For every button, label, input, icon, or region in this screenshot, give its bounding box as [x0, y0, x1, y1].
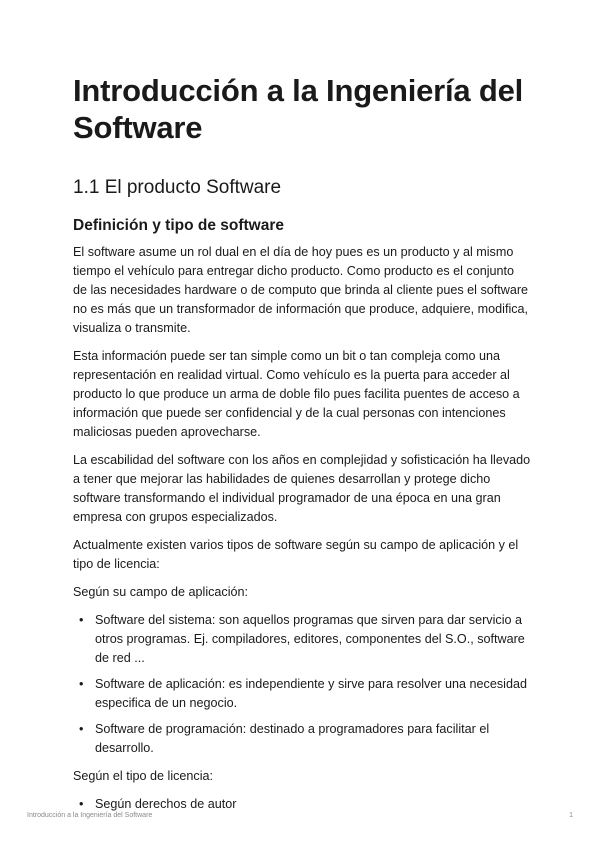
list-item-text: Software de programación: destinado a programadores para facilitar el desarrollo.: [95, 722, 490, 755]
bullet-icon: •: [79, 797, 84, 811]
bullet-icon: •: [79, 677, 84, 691]
paragraph: Según el tipo de licencia:: [73, 769, 214, 783]
footer-title: Introducción a la Ingeniería del Software: [27, 812, 153, 819]
document-body: [73, 72, 531, 823]
bullet-icon: •: [79, 613, 84, 627]
subsection-heading: Definición y tipo de software: [73, 217, 284, 234]
list-item-text: Software del sistema: son aquellos programas que sirven para dar servicio a otros programas. Ej. compiladores, editores, componentes del S.O., software de red ...: [95, 613, 525, 665]
application-type-list: [73, 611, 531, 758]
paragraph: El software asume un rol dual en el día de hoy pues es un producto y al mismo tiempo el vehículo para entregar dicho producto. Como producto es el conjunto de las necesidades hardware o de computo que brinda al cliente pues el software no es más que un transformador de información que produce, adquiere, modifica, visualiza o transmite.: [73, 245, 529, 335]
paragraph: La escabilidad del software con los años en complejidad y sofisticación ha llevado a tener que mejorar las habilidades de quienes desarrollan y protege dicho software transformando el individual programador de una época en una gran empresa con grupos especializados.: [73, 453, 531, 524]
section-heading: 1.1 El producto Software: [73, 177, 282, 198]
list-item: [73, 720, 531, 758]
paragraph: Actualmente existen varios tipos de software según su campo de aplicación y el tipo de licencia:: [73, 538, 519, 571]
list-item: [73, 675, 531, 713]
list-item: [73, 611, 531, 668]
list-item-text: Según derechos de autor: [95, 797, 237, 811]
document-title: Introducción a la Ingeniería del Software: [73, 73, 524, 145]
bullet-icon: •: [79, 722, 84, 736]
paragraph: Según su campo de aplicación:: [73, 585, 249, 599]
list-item-text: Software de aplicación: es independiente y sirve para resolver una necesidad especifica de un negocio.: [95, 677, 527, 710]
paragraph: Esta información puede ser tan simple como un bit o tan compleja como una representación en realidad virtual. Como vehículo es la puerta para acceder al producto lo que produce un arma de doble filo pues facilita puentes de acceso a información que puede ser confidencial y de la cual personas con intenciones maliciosas pueden aprovecharse.: [73, 349, 520, 439]
page-number: 1: [569, 812, 573, 819]
